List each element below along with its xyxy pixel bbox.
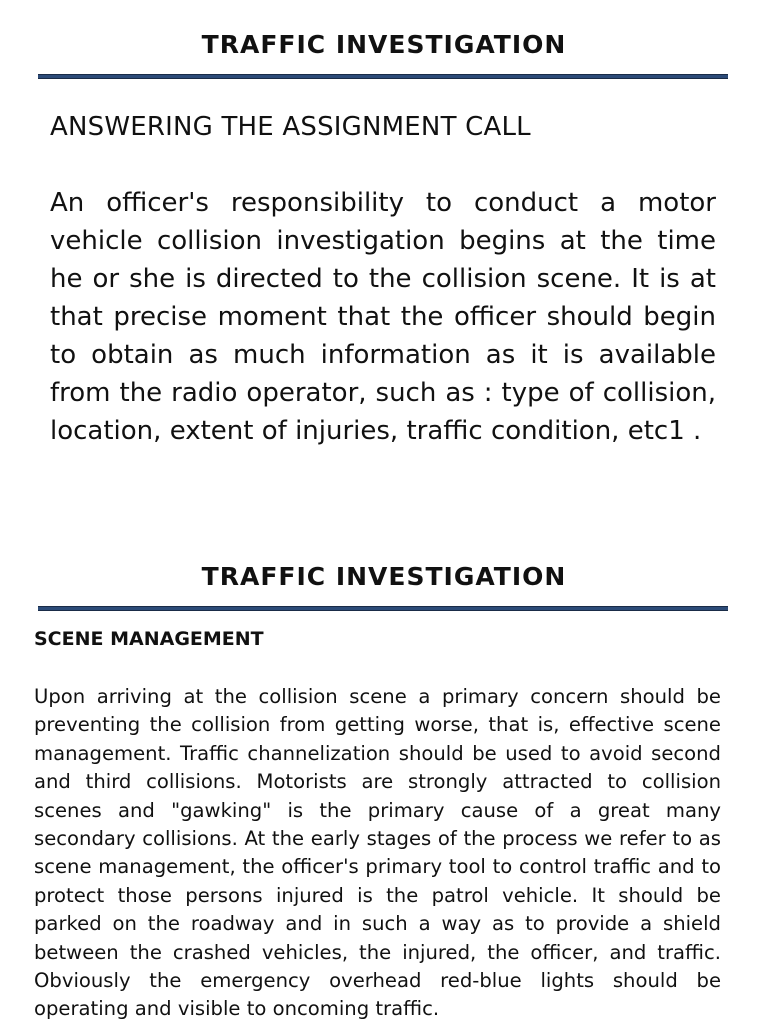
slide-title: TRAFFIC INVESTIGATION	[201, 562, 567, 591]
slide-title: TRAFFIC INVESTIGATION	[201, 30, 567, 59]
section-heading: SCENE MANAGEMENT	[34, 628, 264, 650]
section-body: An officer's responsibility to conduct a motor vehicle collision investigation begins at the time he or she is directed to the collision scene. It is at that precise moment that the officer should begin to obtain as much information as it is available from the radio operator, such as : type of collision, location, extent of injuries, traffic condition, etc1 .	[50, 188, 716, 446]
section-body: Upon arriving at the collision scene a primary concern should be preventing the collision from getting worse, that is, effective scene management. Traffic channelization should be used to avoid second and third collisions. Motorists are strongly attracted to collision scenes and "gawking" is the primary cause of a great many secondary collisions. At the early stages of the process we refer to as scene management, the officer's primary tool to control traffic and to protect those persons injured is the patrol vehicle. It should be parked on the roadway and in such a way as to provide a shield between the crashed vehicles, the injured, the officer, and traffic. Obviously the emergency overhead red-blue lights should be operating and visible to oncoming traffic.	[34, 685, 721, 1021]
title-divider	[38, 606, 728, 611]
title-divider	[38, 74, 728, 79]
slide-scene-management	[0, 532, 768, 1024]
section-heading: ANSWERING THE ASSIGNMENT CALL	[50, 112, 531, 142]
